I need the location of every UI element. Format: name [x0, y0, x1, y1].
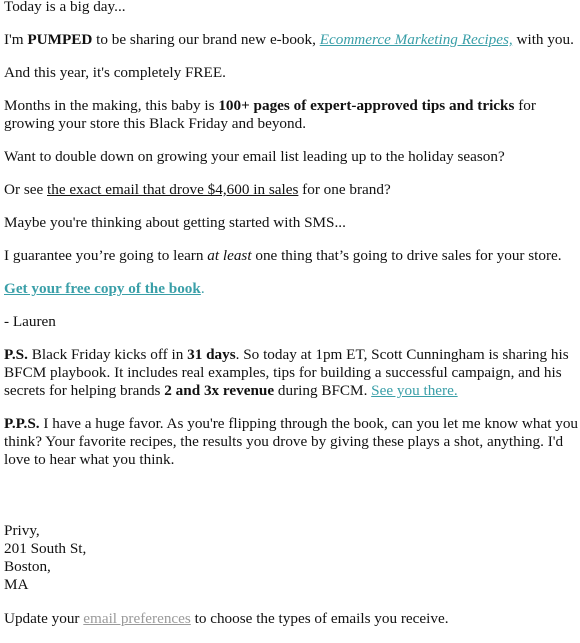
address-line: Privy, [4, 522, 40, 539]
address-line: 201 South St, [4, 540, 87, 557]
double-down-paragraph: Want to double down on growing your email list leading up to the holiday season? [4, 148, 505, 165]
months-post: for growing your store this Black Friday and beyond. [4, 97, 536, 132]
ps-label: P.S. [4, 346, 28, 363]
get-free-copy-link[interactable]: Get your free copy of the book [4, 280, 201, 297]
ps-days: 31 days [187, 346, 236, 363]
guarantee-paragraph [4, 247, 578, 265]
intro-paragraph [4, 31, 578, 49]
greeting: Today is a big day... [4, 0, 126, 15]
preferences-paragraph [4, 610, 578, 628]
free-paragraph: And this year, it's completely FREE. [4, 64, 226, 81]
pps-paragraph [4, 415, 578, 469]
address-line: MA [4, 576, 29, 593]
guarantee-post: one thing that’s going to drive sales for your store. [251, 247, 562, 264]
sms-paragraph: Maybe you're thinking about getting started with SMS... [4, 214, 346, 231]
footer-address [4, 522, 578, 594]
months-paragraph [4, 97, 578, 133]
months-bold: 100+ pages of expert-approved tips and tricks [218, 97, 515, 114]
intro-pre: I'm [4, 31, 28, 48]
prefs-post: to choose the types of emails you receive. [190, 610, 449, 627]
see-email-post: for one brand? [298, 181, 391, 198]
exact-email-link[interactable]: the exact email that drove $4,600 in sales [47, 181, 299, 198]
cta-paragraph [4, 280, 578, 298]
months-pre: Months in the making, this baby is [4, 97, 219, 114]
prefs-pre: Update your [4, 610, 84, 627]
ps-mid: . So today at 1pm ET, Scott Cunningham is sharing his BFCM playbook. It includes real examples, tips for building a successful campaign, and his secrets for helping brands [4, 346, 569, 399]
footer-spacer [4, 484, 578, 522]
ebook-link[interactable]: Ecommerce Marketing Recipes, [319, 31, 513, 48]
intro-mid: to be sharing our brand new e-book, [92, 31, 320, 48]
ps-pre: Black Friday kicks off in [27, 346, 188, 363]
ps-revenue: 2 and 3x revenue [164, 382, 275, 399]
guarantee-italic: at least [207, 247, 252, 264]
see-you-there-link[interactable]: See you there. [371, 382, 458, 399]
see-email-paragraph [4, 181, 578, 199]
email-preferences-link[interactable]: email preferences [83, 610, 191, 627]
address-line: Boston, [4, 558, 51, 575]
ps-post: during BFCM. [274, 382, 372, 399]
pps-label: P.P.S. [4, 415, 40, 432]
see-email-pre: Or see [4, 181, 48, 198]
guarantee-pre: I guarantee you’re going to learn [4, 247, 208, 264]
pps-text: I have a huge favor. As you're flipping through the book, can you let me know what you think? Your favorite recipes, the results you drove by giving these plays a shot, anything. I'd love to hear what you think. [4, 415, 579, 468]
signoff: - Lauren [4, 313, 56, 330]
cta-post: . [200, 280, 205, 297]
intro-bold: PUMPED [27, 31, 93, 48]
intro-post: with you. [512, 31, 574, 48]
ps-paragraph [4, 346, 578, 400]
